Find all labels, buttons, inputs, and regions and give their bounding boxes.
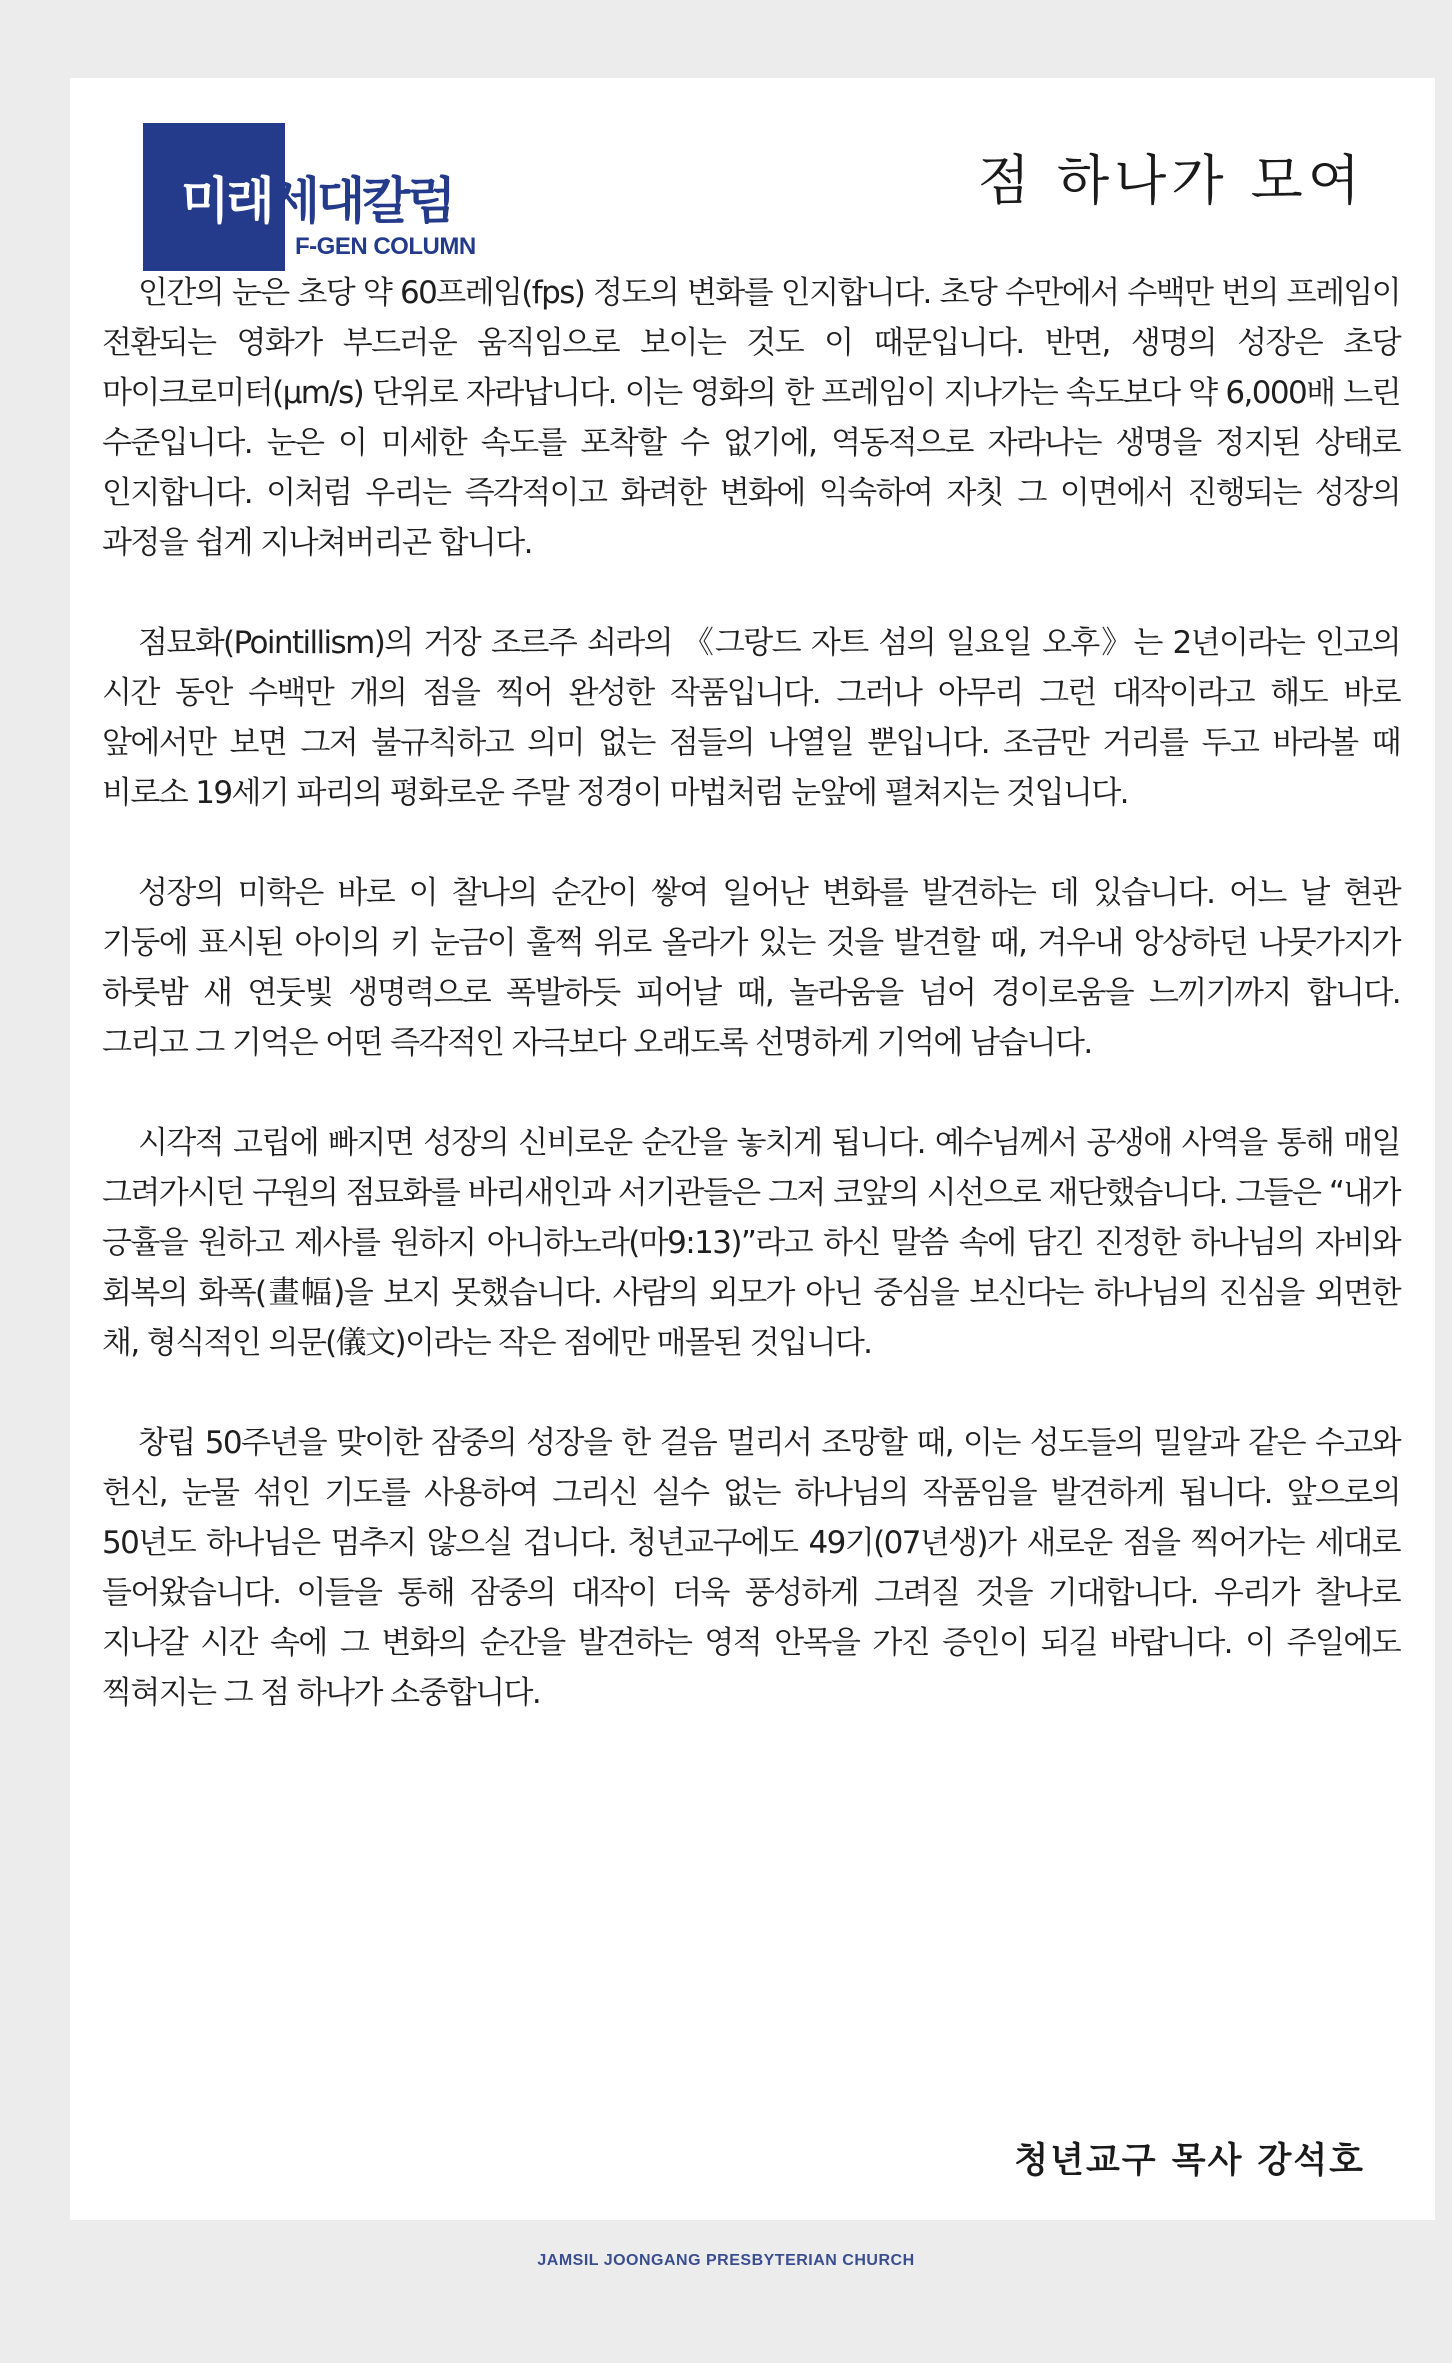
paragraph-3: 성장의 미학은 바로 이 찰나의 순간이 쌓여 일어난 변화를 발견하는 데 있습니다. 어느 날 현관 기둥에 표시된 아이의 키 눈금이 훌쩍 위로 올라가 있는 것을 발견할 때, 겨우내 앙상하던 나뭇가지가 하룻밤 새 연둣빛 생명력으로 폭발하듯 피어날 때, 놀라움을 넘어 경이로움을 느끼기까지 합니다. 그리고 그 기억은 어떤 즉각적인 자극보다 오래도록 선명하게 기억에 남습니다. bbox=[102, 875, 1400, 1061]
logo-title bbox=[181, 161, 453, 233]
article-title: 점 하나가 모여 bbox=[977, 149, 1365, 212]
paragraph-5: 창립 50주년을 맞이한 잠중의 성장을 한 걸음 멀리서 조망할 때, 이는 성도들의 밀알과 같은 수고와 헌신, 눈물 섞인 기도를 사용하여 그리신 실수 없는 하나님의 작품임을 발견하게 됩니다. 앞으로의 50년도 하나님은 멈추지 않으실 겁니다. 청년교구에도 49기(07년생)가 새로운 점을 찍어가는 세대로 들어왔습니다. 이들을 통해 잠중의 대작이 더욱 풍성하게 그려질 것을 기대합니다. 우리가 찰나로 지나갈 시간 속에 그 변화의 순간을 발견하는 영적 안목을 가진 증인이 되길 바랍니다. 이 주일에도 찍혀지는 그 점 하나가 소중합니다. bbox=[102, 1425, 1400, 1711]
column-paper bbox=[70, 78, 1435, 2220]
author-signature: 청년교구 목사 강석호 bbox=[1014, 2140, 1365, 2181]
logo-title-rest: 세대칼럼 bbox=[271, 173, 453, 229]
logo-title-highlight: 미래 bbox=[181, 173, 272, 229]
article-body bbox=[102, 268, 1400, 1768]
paragraph-4: 시각적 고립에 빠지면 성장의 신비로운 순간을 놓치게 됩니다. 예수님께서 공생애 사역을 통해 매일 그려가시던 구원의 점묘화를 바리새인과 서기관들은 그저 코앞의 시선으로 재단했습니다. 그들은 “내가 긍휼을 원하고 제사를 원하지 아니하노라(마9:13)”라고 하신 말씀 속에 담긴 진정한 하나님의 자비와 회복의 화폭(畫幅)을 보지 못했습니다. 사람의 외모가 아닌 중심을 보신다는 하나님의 진심을 외면한 채, 형식적인 의문(儀文)이라는 작은 점에만 매몰된 것입니다. bbox=[102, 1125, 1400, 1361]
paragraph-1: 인간의 눈은 초당 약 60프레임(fps) 정도의 변화를 인지합니다. 초당 수만에서 수백만 번의 프레임이 전환되는 영화가 부드러운 움직임으로 보이는 것도 이 때문입니다. 반면, 생명의 성장은 초당 마이크로미터(μm/s) 단위로 자라납니다. 이는 영화의 한 프레임이 지나가는 속도보다 약 6,000배 느린 수준입니다. 눈은 이 미세한 속도를 포착할 수 없기에, 역동적으로 자라나는 생명을 정지된 상태로 인지합니다. 이처럼 우리는 즉각적이고 화려한 변화에 익숙하여 자칫 그 이면에서 진행되는 성장의 과정을 쉽게 지나쳐버리곤 합니다. bbox=[102, 275, 1400, 561]
logo-subtitle: F-GEN COLUMN bbox=[295, 233, 476, 260]
paragraph-2: 점묘화(Pointillism)의 거장 조르주 쇠라의 《그랑드 자트 섬의 일요일 오후》는 2년이라는 인고의 시간 동안 수백만 개의 점을 찍어 완성한 작품입니다. 그러나 아무리 그런 대작이라고 해도 바로 앞에서만 보면 그저 불규칙하고 의미 없는 점들의 나열일 뿐입니다. 조금만 거리를 두고 바라볼 때 비로소 19세기 파리의 평화로운 주말 정경이 마법처럼 눈앞에 펼쳐지는 것입니다. bbox=[102, 625, 1400, 811]
church-footer: JAMSIL JOONGANG PRESBYTERIAN CHURCH bbox=[537, 2252, 915, 2269]
f-gen-column-logo bbox=[143, 123, 523, 271]
